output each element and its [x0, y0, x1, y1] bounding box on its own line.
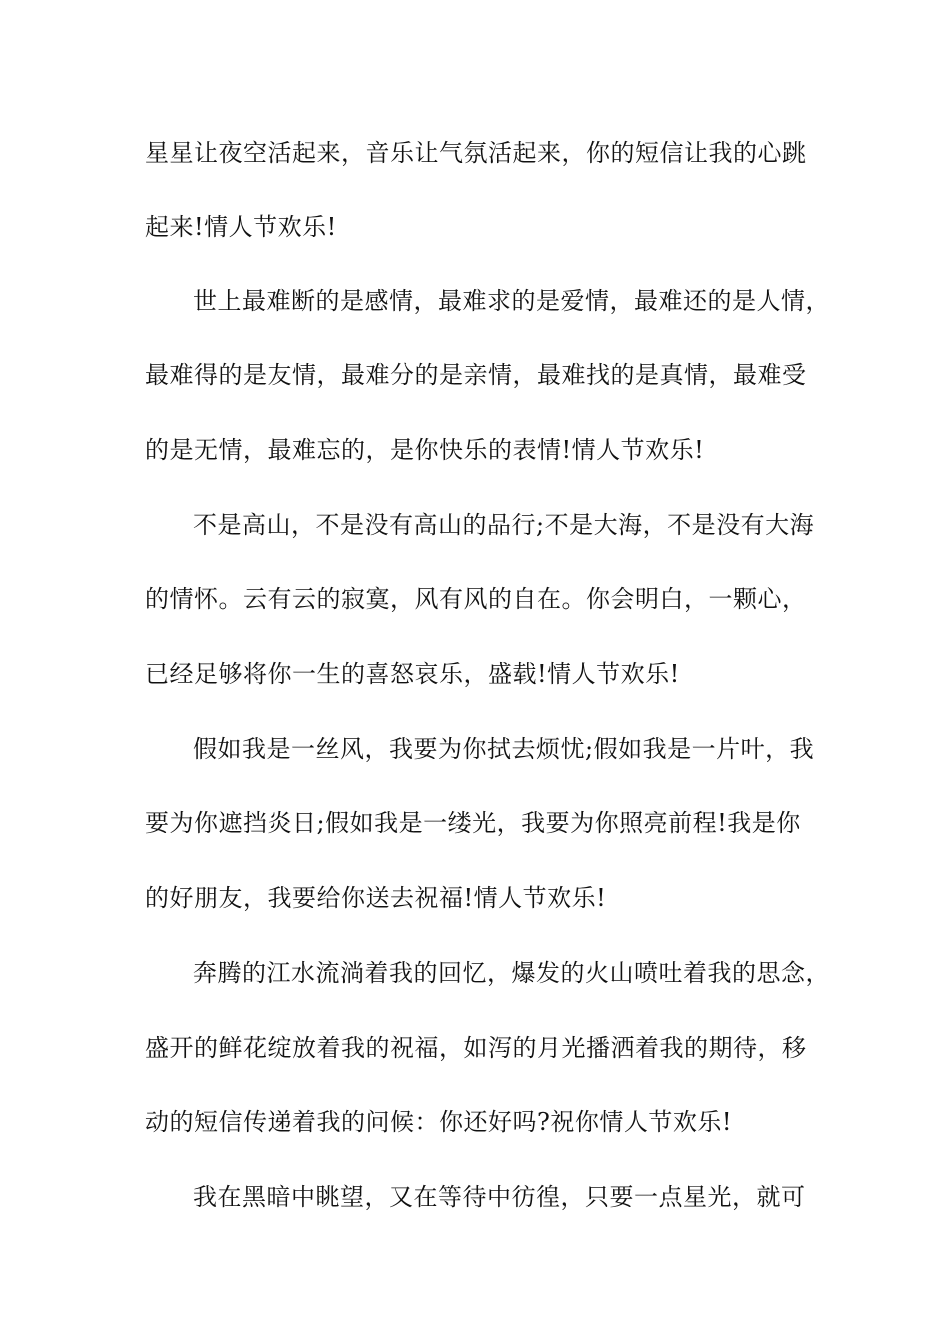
text-line: 星星让夜空活起来，音乐让气氛活起来，你的短信让我的心跳 [145, 139, 807, 167]
paragraph-first-line: 奔腾的江水流淌着我的回忆，爆发的火山喷吐着我的思念， [193, 959, 830, 987]
text-line: 动的短信传递着我的问候：你还好吗?祝你情人节欢乐! [145, 1108, 733, 1136]
text-line: 要为你遮挡炎日;假如我是一缕光，我要为你照亮前程!我是你 [145, 809, 801, 837]
paragraph-first-line: 我在黑暗中眺望，又在等待中彷徨，只要一点星光，就可 [193, 1183, 806, 1211]
text-line: 的情怀。云有云的寂寞，风有风的自在。你会明白，一颗心， [145, 585, 807, 613]
text-line: 盛开的鲜花绽放着我的祝福，如泻的月光播洒着我的期待，移 [145, 1034, 807, 1062]
paragraph-first-line: 世上最难断的是感情，最难求的是爱情，最难还的是人情， [193, 287, 830, 315]
text-line: 最难得的是友情，最难分的是亲情，最难找的是真情，最难受 [145, 361, 807, 389]
text-line: 已经足够将你一生的喜怒哀乐，盛载!情人节欢乐! [145, 660, 680, 688]
text-line: 起来!情人节欢乐! [145, 213, 337, 241]
text-line: 的是无情，最难忘的，是你快乐的表情!情人节欢乐! [145, 436, 705, 464]
paragraph-first-line: 不是高山，不是没有高山的品行;不是大海，不是没有大海 [193, 511, 815, 539]
text-line: 的好朋友，我要给你送去祝福!情人节欢乐! [145, 884, 607, 912]
paragraph-first-line: 假如我是一丝风，我要为你拭去烦忧;假如我是一片叶，我 [193, 735, 815, 763]
